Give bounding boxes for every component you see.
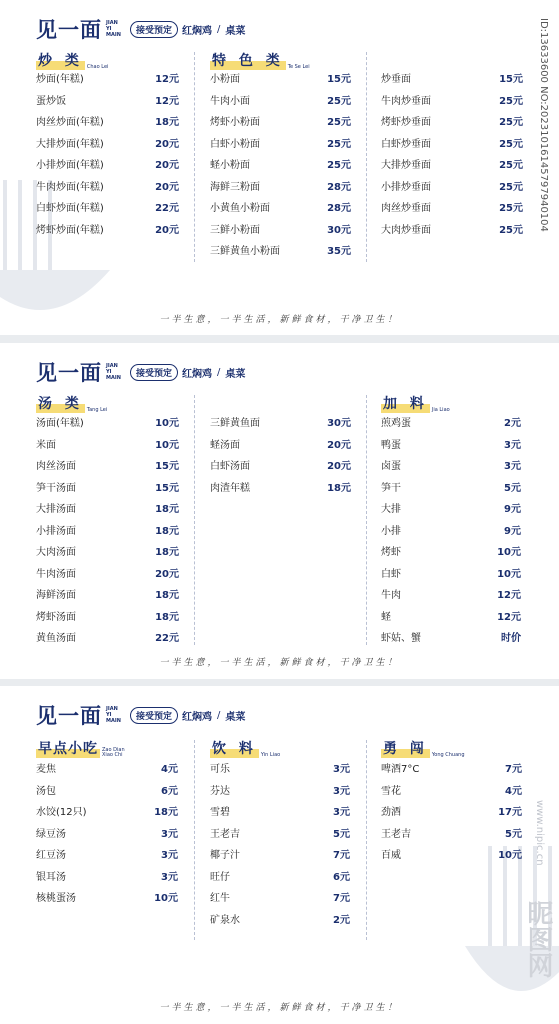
menu-item-price: 3元 <box>161 871 178 883</box>
menu-item-price: 25元 <box>499 117 523 129</box>
logo: 见一面 <box>36 360 102 385</box>
menu-item-name: 劲酒 <box>381 807 401 819</box>
menu-item-name: 绿豆汤 <box>36 828 66 840</box>
menu-item-name: 肉丝汤面 <box>36 461 76 473</box>
menu-item <box>36 497 179 519</box>
menu-item <box>381 540 521 562</box>
menu-item <box>36 64 179 89</box>
menu-item-price: 15元 <box>155 461 179 473</box>
menu-item-name: 白虾炒垂面 <box>381 138 431 150</box>
logo-subtitle: JIAN YI MAIN <box>106 363 121 381</box>
category-heading <box>210 738 280 758</box>
category-pinyin: Te Se Lei <box>287 64 310 70</box>
menu-item <box>36 153 179 175</box>
menu-item-name: 水饺(12只) <box>36 807 87 819</box>
menu-item <box>210 433 351 455</box>
menu-item-name: 大排汤面 <box>36 504 76 516</box>
menu-item <box>381 822 522 844</box>
slogan: 一半生意，一半生活，新鲜食材，干净卫生！ <box>159 315 400 325</box>
category-title: 饮 料 <box>210 738 259 758</box>
menu-item-name: 黄鱼汤面 <box>36 633 76 645</box>
menu-item-price: 25元 <box>499 138 523 150</box>
menu-item-name: 牛肉炒垂面 <box>381 95 431 107</box>
menu-item <box>36 110 179 132</box>
menu-item-name: 笋干 <box>381 482 401 494</box>
menu-item-price: 18元 <box>155 611 179 623</box>
menu-item-name: 小排炒面(年糕) <box>36 160 104 172</box>
brand-slash: / <box>217 709 221 721</box>
menu-item-price: 3元 <box>333 785 350 797</box>
menu-item <box>36 562 179 584</box>
watermark-id: ID:13633600 NO:20231016145797940104 <box>538 18 549 232</box>
menu-item-price: 7元 <box>505 764 522 776</box>
menu-item <box>210 196 351 218</box>
menu-item <box>36 757 178 779</box>
menu-item-price: 35元 <box>327 246 351 258</box>
menu-item <box>210 411 351 433</box>
menu-item-name: 小黄鱼小粉面 <box>210 203 270 215</box>
menu-item-price: 15元 <box>327 74 351 86</box>
menu-item-price: 18元 <box>327 482 351 494</box>
menu-item-name: 海鲜三粉面 <box>210 181 260 193</box>
menu-item <box>36 89 179 111</box>
menu-item-name: 烤虾炒面(年糕) <box>36 224 104 236</box>
menu-item <box>210 757 350 779</box>
menu-list <box>210 64 351 261</box>
menu-item-price: 22元 <box>155 633 179 645</box>
menu-item <box>210 132 351 154</box>
menu-item-name: 海鲜汤面 <box>36 590 76 602</box>
menu-item-name: 银耳汤 <box>36 871 66 883</box>
menu-item-name: 煎鸡蛋 <box>381 418 411 430</box>
column-divider <box>194 52 195 262</box>
menu-list <box>36 64 179 239</box>
brand-tag-1: 红焖鸡 <box>182 25 213 37</box>
menu-item-price: 10元 <box>154 893 178 905</box>
menu-item-price: 10元 <box>497 568 521 580</box>
menu-item-name: 大排 <box>381 504 401 516</box>
menu-item-name: 大肉汤面 <box>36 547 76 559</box>
menu-item-name: 王老吉 <box>210 828 240 840</box>
menu-item-price: 28元 <box>327 181 351 193</box>
menu-item-price: 9元 <box>504 525 521 537</box>
menu-item-price: 3元 <box>161 828 178 840</box>
category-heading <box>36 738 126 758</box>
category-pinyin: Yong Chuang <box>431 752 465 758</box>
menu-item-price: 25元 <box>327 160 351 172</box>
category-title: 汤 类 <box>36 393 85 413</box>
menu-item <box>381 497 521 519</box>
brand-header <box>36 700 245 730</box>
menu-item-price: 9元 <box>504 504 521 516</box>
menu-item-price: 25元 <box>327 117 351 129</box>
menu-item-name: 小排 <box>381 525 401 537</box>
menu-item <box>381 67 523 89</box>
menu-item-price: 25元 <box>499 203 523 215</box>
menu-item-name: 小排炒垂面 <box>381 181 431 193</box>
menu-item-name: 核桃蛋汤 <box>36 893 76 905</box>
menu-item-name: 烤虾小粉面 <box>210 117 260 129</box>
menu-item-price: 20元 <box>327 461 351 473</box>
menu-item <box>210 843 350 865</box>
menu-item <box>36 175 179 197</box>
category-heading <box>381 393 450 413</box>
menu-item-price: 25元 <box>499 181 523 193</box>
menu-item <box>210 153 351 175</box>
menu-item-name: 旺仔 <box>210 871 230 883</box>
menu-item <box>36 583 179 605</box>
menu-item-name: 虾姑、蟹 <box>381 633 421 645</box>
logo-subtitle: JIAN YI MAIN <box>106 706 121 724</box>
menu-item-name: 白虾炒面(年糕) <box>36 203 104 215</box>
menu-item <box>36 218 179 240</box>
menu-item <box>210 110 351 132</box>
menu-item-price: 25元 <box>327 95 351 107</box>
category-title: 早点小吃 <box>36 738 100 758</box>
menu-item-name: 大排炒垂面 <box>381 160 431 172</box>
menu-item-name: 小排汤面 <box>36 525 76 537</box>
menu-item-price: 12元 <box>497 590 521 602</box>
menu-item-name: 王老吉 <box>381 828 411 840</box>
menu-item-name: 小粉面 <box>210 74 240 86</box>
menu-item-price: 17元 <box>498 807 522 819</box>
menu-item <box>36 411 179 433</box>
menu-item <box>210 886 350 908</box>
menu-item-price: 10元 <box>498 850 522 862</box>
menu-item-name: 白虾 <box>381 568 401 580</box>
menu-item <box>381 626 521 648</box>
watermark-site: 昵图网 <box>523 900 553 978</box>
menu-item-price: 3元 <box>161 850 178 862</box>
menu-item <box>36 800 178 822</box>
menu-item <box>210 865 350 887</box>
menu-item-name: 蛏小粉面 <box>210 160 250 172</box>
category-pinyin: Jia Liao <box>431 407 450 413</box>
logo-subtitle: JIAN YI MAIN <box>106 20 121 38</box>
menu-item <box>210 454 351 476</box>
menu-item <box>36 843 178 865</box>
menu-item-price: 2元 <box>333 914 350 926</box>
menu-item-name: 大排炒面(年糕) <box>36 138 104 150</box>
menu-item-price: 18元 <box>155 590 179 602</box>
menu-item-name: 三鲜小粉面 <box>210 224 260 236</box>
menu-item-price: 15元 <box>155 482 179 494</box>
logo: 见一面 <box>36 17 102 42</box>
category-pinyin: Chao Lei <box>86 64 109 70</box>
menu-item-price: 2元 <box>504 418 521 430</box>
menu-item-price: 18元 <box>155 117 179 129</box>
brand-tag-1: 红焖鸡 <box>182 711 213 723</box>
menu-item <box>381 843 522 865</box>
menu-item-price: 4元 <box>161 764 178 776</box>
brand-tag-2: 桌菜 <box>225 711 246 723</box>
menu-item-name: 白虾汤面 <box>210 461 250 473</box>
menu-item-name: 牛肉小面 <box>210 95 250 107</box>
logo: 见一面 <box>36 703 102 728</box>
menu-item-name: 肉丝炒垂面 <box>381 203 431 215</box>
menu-item-name: 百威 <box>381 850 401 862</box>
menu-list <box>381 411 521 648</box>
menu-item-name: 烤虾汤面 <box>36 611 76 623</box>
menu-item-name: 炒面(年糕) <box>36 74 84 86</box>
menu-list <box>36 411 179 648</box>
menu-item-price: 5元 <box>504 482 521 494</box>
menu-item <box>381 411 521 433</box>
category-heading <box>36 393 107 413</box>
menu-item-name: 大肉炒垂面 <box>381 224 431 236</box>
menu-item-name: 肉丝炒面(年糕) <box>36 117 104 129</box>
brand-slash: / <box>217 366 221 378</box>
menu-item-price: 3元 <box>504 439 521 451</box>
menu-item-price: 20元 <box>155 568 179 580</box>
menu-item-price: 28元 <box>327 203 351 215</box>
category-heading <box>381 738 465 758</box>
menu-item <box>381 583 521 605</box>
menu-item <box>381 433 521 455</box>
category-title: 炒 类 <box>36 50 85 70</box>
menu-item-name: 汤包 <box>36 785 56 797</box>
menu-item-price: 25元 <box>499 95 523 107</box>
menu-item <box>381 89 523 111</box>
menu-item-price: 30元 <box>327 224 351 236</box>
brand-header <box>36 357 245 387</box>
menu-item-price: 7元 <box>333 850 350 862</box>
menu-panel-noodles <box>0 0 559 335</box>
column-divider <box>194 395 195 645</box>
category-pinyin: Yin Liao <box>260 752 281 758</box>
menu-item-name: 烤虾 <box>381 547 401 559</box>
menu-item-price: 20元 <box>155 160 179 172</box>
column-divider <box>366 740 367 940</box>
menu-item-name: 炒垂面 <box>381 74 411 86</box>
menu-item-name: 汤面(年糕) <box>36 418 84 430</box>
menu-item-name: 蛏 <box>381 611 391 623</box>
menu-item-name: 红豆汤 <box>36 850 66 862</box>
menu-item-price: 20元 <box>155 181 179 193</box>
category-pinyin: Zao Dian Xiao Chi <box>102 747 125 758</box>
menu-item-price: 20元 <box>155 138 179 150</box>
menu-item-price: 22元 <box>155 203 179 215</box>
watermark-url: www.nipic.cn <box>534 800 545 866</box>
menu-item-price: 18元 <box>155 547 179 559</box>
menu-item-price: 10元 <box>497 547 521 559</box>
menu-list <box>381 67 523 239</box>
menu-item <box>210 175 351 197</box>
reservation-badge: 接受预定 <box>130 707 178 724</box>
brand-header <box>36 14 245 44</box>
menu-item <box>381 800 522 822</box>
menu-panel-soup <box>0 343 559 679</box>
menu-item-name: 啤酒7°C <box>381 764 420 776</box>
menu-item-name: 三鲜黄鱼小粉面 <box>210 246 280 258</box>
menu-item-price: 5元 <box>505 828 522 840</box>
menu-item <box>36 822 178 844</box>
menu-item-price: 30元 <box>327 418 351 430</box>
menu-item <box>381 519 521 541</box>
brand-tag-2: 桌菜 <box>225 368 246 380</box>
brand-tag-1: 红焖鸡 <box>182 368 213 380</box>
menu-item-price: 18元 <box>154 807 178 819</box>
menu-list <box>210 411 351 497</box>
slogan: 一半生意，一半生活，新鲜食材，干净卫生！ <box>159 658 400 668</box>
menu-item-name: 肉渣年糕 <box>210 482 250 494</box>
menu-item-price: 10元 <box>155 439 179 451</box>
menu-item <box>36 454 179 476</box>
brand-slash: / <box>217 23 221 35</box>
column-divider <box>194 740 195 940</box>
menu-item-name: 芬达 <box>210 785 230 797</box>
menu-item <box>381 218 523 240</box>
column-divider <box>366 52 367 262</box>
menu-item-name: 白虾小粉面 <box>210 138 260 150</box>
menu-item-price: 20元 <box>327 439 351 451</box>
category-pinyin: Tang Lei <box>86 407 108 413</box>
menu-item-name: 蛏汤面 <box>210 439 240 451</box>
menu-item-name: 牛肉汤面 <box>36 568 76 580</box>
menu-item <box>381 153 523 175</box>
menu-item <box>210 476 351 498</box>
menu-item-price: 10元 <box>155 418 179 430</box>
menu-item-name: 椰子汁 <box>210 850 240 862</box>
menu-item-name: 卤蛋 <box>381 461 401 473</box>
menu-item <box>36 779 178 801</box>
column-divider <box>366 395 367 645</box>
menu-item <box>36 540 179 562</box>
menu-item-price: 25元 <box>499 224 523 236</box>
menu-item <box>210 89 351 111</box>
menu-item-name: 三鲜黄鱼面 <box>210 418 260 430</box>
menu-item-price: 6元 <box>333 871 350 883</box>
menu-item-name: 红牛 <box>210 893 230 905</box>
menu-item-name: 牛肉 <box>381 590 401 602</box>
menu-item <box>210 822 350 844</box>
menu-panel-snacks-drinks <box>0 686 559 1024</box>
menu-item-price: 15元 <box>499 74 523 86</box>
menu-item-price: 18元 <box>155 504 179 516</box>
menu-item-name: 笋干汤面 <box>36 482 76 494</box>
slogan: 一半生意，一半生活，新鲜食材，干净卫生！ <box>159 1003 400 1013</box>
menu-item-price: 20元 <box>155 224 179 236</box>
menu-item <box>210 779 350 801</box>
menu-item <box>381 454 521 476</box>
menu-item <box>210 908 350 930</box>
menu-item <box>381 196 523 218</box>
menu-item-name: 麦焦 <box>36 764 56 776</box>
reservation-badge: 接受预定 <box>130 21 178 38</box>
menu-item-price: 12元 <box>497 611 521 623</box>
menu-item-name: 米面 <box>36 439 56 451</box>
menu-list <box>210 757 350 929</box>
menu-item <box>36 196 179 218</box>
menu-item-price: 12元 <box>155 95 179 107</box>
menu-item-name: 蛋炒饭 <box>36 95 66 107</box>
menu-item-name: 雪碧 <box>210 807 230 819</box>
menu-item-price: 3元 <box>333 764 350 776</box>
menu-item-price: 7元 <box>333 893 350 905</box>
menu-item <box>36 519 179 541</box>
menu-list <box>381 757 522 865</box>
menu-item <box>36 605 179 627</box>
menu-item <box>381 779 522 801</box>
menu-item-price: 25元 <box>499 160 523 172</box>
menu-item-price: 时价 <box>501 633 521 645</box>
menu-item <box>210 800 350 822</box>
brand-tag-2: 桌菜 <box>225 25 246 37</box>
menu-item <box>210 218 351 240</box>
menu-item-name: 鸭蛋 <box>381 439 401 451</box>
menu-item-price: 3元 <box>333 807 350 819</box>
reservation-badge: 接受预定 <box>130 364 178 381</box>
menu-item-price: 18元 <box>155 525 179 537</box>
menu-item-name: 可乐 <box>210 764 230 776</box>
menu-item <box>36 886 178 908</box>
menu-item-price: 3元 <box>504 461 521 473</box>
menu-list <box>36 757 178 908</box>
menu-item <box>36 476 179 498</box>
menu-item-name: 烤虾炒垂面 <box>381 117 431 129</box>
menu-item-price: 25元 <box>327 138 351 150</box>
menu-item-price: 12元 <box>155 74 179 86</box>
menu-item <box>381 757 522 779</box>
menu-item <box>381 175 523 197</box>
category-title: 勇 闯 <box>381 738 430 758</box>
category-title: 加 料 <box>381 393 430 413</box>
category-title: 特 色 类 <box>210 50 286 70</box>
menu-item <box>36 865 178 887</box>
menu-item-price: 4元 <box>505 785 522 797</box>
menu-item <box>381 605 521 627</box>
menu-item <box>36 433 179 455</box>
menu-item <box>210 64 351 89</box>
menu-item <box>381 132 523 154</box>
menu-item-name: 矿泉水 <box>210 914 240 926</box>
menu-item <box>381 562 521 584</box>
menu-item-name: 牛肉炒面(年糕) <box>36 181 104 193</box>
menu-item-price: 5元 <box>333 828 350 840</box>
menu-item <box>36 626 179 648</box>
menu-item <box>381 110 523 132</box>
menu-item-price: 6元 <box>161 785 178 797</box>
menu-item <box>210 239 351 261</box>
menu-item <box>36 132 179 154</box>
menu-item <box>381 476 521 498</box>
menu-item-name: 雪花 <box>381 785 401 797</box>
